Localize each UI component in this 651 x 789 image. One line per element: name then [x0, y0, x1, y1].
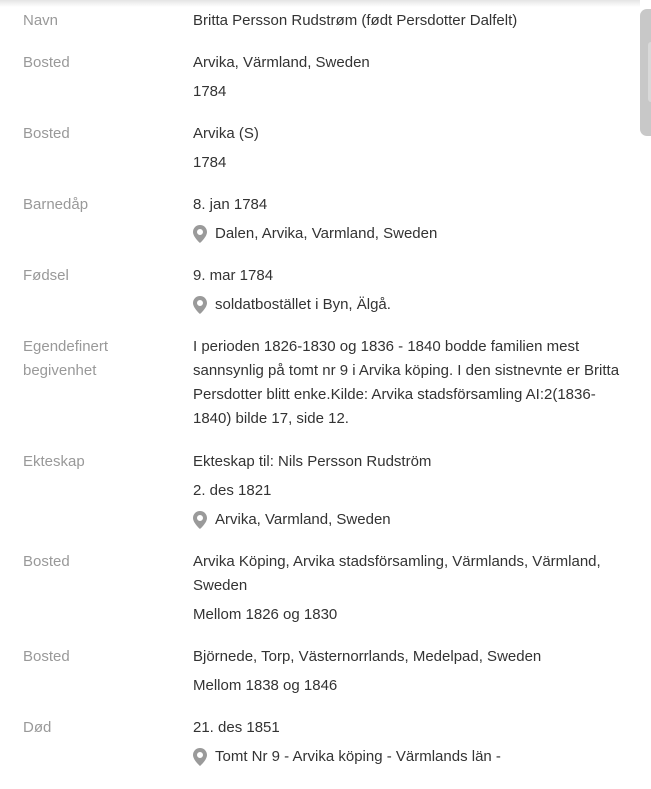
- fact-date: 2. des 1821: [193, 482, 272, 499]
- fact-place: Arvika, Värmland, Sweden: [193, 54, 370, 71]
- fact-row-residence: [23, 51, 628, 122]
- map-pin-icon: [193, 296, 207, 314]
- location-text: Tomt Nr 9 - Arvika köping - Värmlands län -: [215, 748, 501, 765]
- fact-label: Bosted: [23, 54, 70, 71]
- fact-row-name: [23, 9, 628, 51]
- fact-label: Fødsel: [23, 267, 69, 284]
- location-text: Arvika, Varmland, Sweden: [215, 511, 391, 528]
- fact-location: [193, 222, 628, 246]
- fact-label: Barnedåp: [23, 196, 89, 213]
- fact-row-residence: [23, 122, 628, 193]
- fact-place: Arvika (S): [193, 125, 259, 142]
- fact-location: [193, 745, 628, 769]
- fact-text: Britta Persson Rudstrøm (født Persdotter Dalfelt): [193, 12, 518, 29]
- fact-label: Ekteskap: [23, 453, 85, 470]
- fact-place: Björnede, Torp, Västernorrlands, Medelpad, Sweden: [193, 648, 542, 665]
- location-text: Dalen, Arvika, Varmland, Sweden: [215, 225, 438, 242]
- facts-list: [23, 9, 628, 776]
- fact-row-custom-event: [23, 335, 628, 450]
- fact-row-birth: [23, 264, 628, 335]
- fact-value: [193, 716, 628, 776]
- fact-description: I perioden 1826-1830 og 1836 - 1840 bodde familien mest sannsynlig på tomt nr 9 i Arvika köping. I den sistnevnte er Britta Persdotter blitt enke.Kilde: Arvika stadsförsamling AI:2(1836-1840) bilde 17, side 12.: [193, 338, 620, 427]
- fact-label: Død: [23, 719, 52, 736]
- fact-value: [193, 550, 628, 645]
- fact-label: Bosted: [23, 553, 70, 570]
- fact-label: Bosted: [23, 648, 70, 665]
- fact-value: [193, 9, 628, 51]
- fact-value: [193, 264, 628, 335]
- fact-row-residence: [23, 645, 628, 716]
- fact-place: Arvika Köping, Arvika stadsförsamling, Värmlands, Värmland, Sweden: [193, 553, 601, 594]
- fact-label: Navn: [23, 12, 59, 29]
- fact-date: Mellom 1826 og 1830: [193, 606, 338, 623]
- fact-row-marriage: [23, 450, 628, 550]
- fact-date: 21. des 1851: [193, 719, 280, 736]
- top-edge-shadow: [0, 0, 640, 7]
- fact-value: [193, 335, 628, 450]
- fact-date: 1784: [193, 83, 227, 100]
- fact-value: [193, 122, 628, 193]
- map-pin-icon: [193, 748, 207, 766]
- fact-row-death: [23, 716, 628, 776]
- fact-value: [193, 450, 628, 550]
- fact-row-baptism: [23, 193, 628, 264]
- fact-spouse: Ekteskap til: Nils Persson Rudström: [193, 453, 432, 470]
- fact-label: Egendefinert begivenhet: [23, 338, 109, 379]
- fact-location: [193, 508, 628, 532]
- fact-value: [193, 193, 628, 264]
- fact-row-residence: [23, 550, 628, 645]
- location-text: soldatbostället i Byn, Älgå.: [215, 296, 391, 313]
- fact-value: [193, 51, 628, 122]
- scrollbar-thumb[interactable]: [640, 9, 651, 136]
- fact-date: 9. mar 1784: [193, 267, 274, 284]
- fact-date: Mellom 1838 og 1846: [193, 677, 338, 694]
- fact-label: Bosted: [23, 125, 70, 142]
- map-pin-icon: [193, 225, 207, 243]
- fact-date: 1784: [193, 154, 227, 171]
- fact-value: [193, 645, 628, 716]
- map-pin-icon: [193, 511, 207, 529]
- fact-date: 8. jan 1784: [193, 196, 268, 213]
- fact-location: [193, 293, 628, 317]
